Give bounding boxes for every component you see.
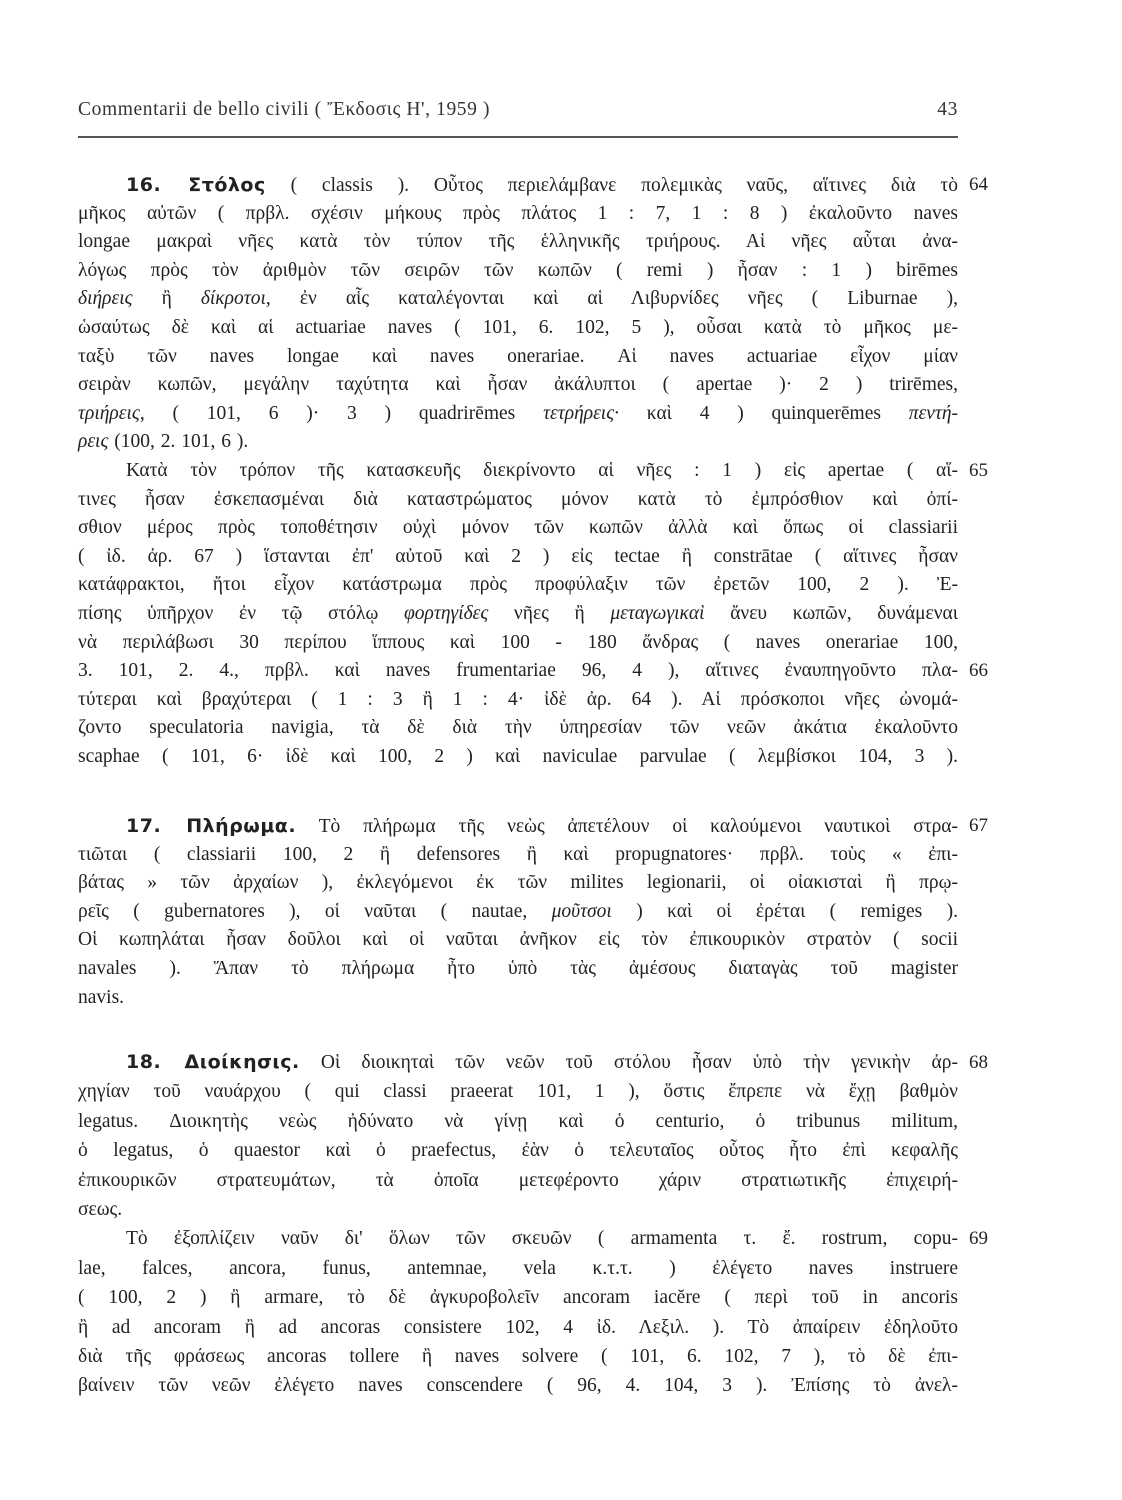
text-run: ( ἰδ. ἀρ. 67 ) ἵστανται ἐπ' αὐτοῦ καὶ 2 ) εἰς tectae ἢ constrātae ( αἵτινες ἦσαν: [78, 545, 958, 567]
text-run: σειρὰν κωπῶν, μεγάλην ταχύτητα καὶ ἦσαν ἀκάλυπτοι ( apertae )· 2 ) trirēmes,: [78, 374, 958, 396]
text-line: [78, 686, 958, 715]
text-line: [78, 955, 958, 984]
text-line: [78, 1077, 958, 1106]
italic-term: πεντή-: [908, 402, 959, 424]
text-line: [78, 1107, 958, 1136]
text-line: [78, 984, 958, 1013]
running-header: [78, 99, 958, 127]
text-run: λόγως πρὸς τὸν ἀριθμὸν τῶν σειρῶν τῶν κωπῶν ( remi ) ἦσαν : 1 ) birēmes: [78, 259, 958, 281]
section-18-command: [78, 1048, 988, 1401]
text-line: [78, 571, 958, 600]
italic-term: μεταγωγικαὶ: [610, 602, 705, 624]
text-run: Οἱ κωπηλάται ἦσαν δοῦλοι καὶ οἱ ναῦται ἀνῆκον εἰς τὸν ἐπικουρικὸν στρατὸν ( socii: [78, 929, 958, 951]
text-run: navales ). Ἅπαν τὸ πλήρωμα ἦτο ὑπὸ τὰς ἀμέσους διαταγὰς τοῦ magister: [78, 957, 958, 979]
text-line: [78, 514, 958, 543]
margin-paragraph-number: 66: [969, 660, 988, 682]
text-line: [78, 200, 958, 229]
running-title: Commentarii de bello civili ( Ἔκδοσις Η', 1959 ): [78, 99, 491, 120]
text-line: [78, 257, 958, 286]
section-heading: 17. Πλήρωμα.: [126, 815, 297, 837]
text-run: scaphae ( 101, 6· ἰδὲ καὶ 100, 2 ) καὶ naviculae parvulae ( λεμβίσκοι 104, 3 ).: [78, 745, 958, 767]
text-run: νὰ περιλάβωσι 30 περίπου ἵππους καὶ 100 - 180 ἄνδρας ( naves onerariae 100,: [78, 631, 958, 653]
text-run: ἄνευ κωπῶν, δυνάμεναι: [704, 602, 959, 624]
text-line: [78, 869, 958, 898]
text-line: [78, 486, 958, 515]
text-line: [78, 841, 958, 870]
text-line: [78, 1048, 988, 1077]
section-heading: 16. Στόλος: [126, 174, 266, 196]
text-run: , ( 101, 6 )· 3 ) quadrirēmes: [139, 402, 544, 424]
text-line: [78, 1342, 958, 1371]
section-17-crew: [78, 812, 988, 1012]
text-line: [78, 285, 958, 314]
text-run: (100, 2. 101, 6 ).: [108, 431, 249, 453]
section-16-fleet: [78, 171, 988, 771]
text-line: [78, 171, 988, 200]
text-run: καὶ 4 ) quinquerēmes: [619, 402, 909, 424]
text-run: ὡσαύτως δὲ καὶ αἱ actuariae naves ( 101, 6. 102, 5 ), οὖσαι κατὰ τὸ μῆκος με-: [78, 316, 958, 338]
text-line: [78, 400, 958, 429]
text-line: [78, 1136, 958, 1165]
text-line: [78, 228, 958, 257]
italic-term: δίκροτοι: [200, 288, 266, 310]
text-line: [78, 457, 988, 486]
text-line: [78, 1313, 958, 1342]
italic-term: φορτηγίδες: [403, 602, 489, 624]
margin-paragraph-number: 65: [969, 459, 988, 481]
text-run: Οἱ διοικηταὶ τῶν νεῶν τοῦ στόλου ἦσαν ὑπὸ τὴν γενικὴν ἀρ-: [299, 1052, 958, 1073]
text-line: [78, 314, 958, 343]
text-run: 3. 101, 2. 4., πρβλ. καὶ naves frumentariae 96, 4 ), αἵτινες ἐναυπηγοῦντο πλα-: [78, 660, 958, 682]
text-line: [78, 1224, 988, 1253]
margin-paragraph-number: 68: [969, 1052, 988, 1073]
text-line: [78, 743, 958, 772]
italic-term: τριήρεις: [78, 402, 140, 424]
text-run: πίσης ὑπῆρχον ἐν τῷ στόλῳ: [78, 602, 404, 624]
text-run: τύτεραι καὶ βραχύτεραι ( 1 : 3 ἢ 1 : 4· ἰδὲ ἀρ. 64 ). Αἱ πρόσκοποι νῆες ὠνομά-: [78, 688, 958, 710]
italic-term: μοῦτσοι: [551, 900, 612, 922]
italic-term: διήρεις: [78, 288, 133, 310]
text-line: [78, 1254, 958, 1283]
text-line: [78, 1195, 958, 1224]
section-heading: 18. Διοίκησις.: [126, 1051, 300, 1073]
text-run: ( 100, 2 ) ἢ armare, τὸ δὲ ἀγκυροβολεῖν ancoram iacĕre ( περὶ τοῦ in ancoris: [78, 1287, 958, 1309]
text-line: [78, 600, 958, 629]
text-line: [78, 714, 958, 743]
text-line: [78, 926, 958, 955]
text-run: ἐπικουρικῶν στρατευμάτων, τὰ ὁποῖα μετεφέροντο χάριν στρατιωτικῆς ἐπιχειρή-: [78, 1169, 958, 1191]
text-line: [78, 371, 958, 400]
text-line: [78, 343, 958, 372]
text-run: legatus. Διοικητὴς νεὼς ἠδύνατο νὰ γίνῃ καὶ ὁ centurio, ὁ tribunus militum,: [78, 1110, 958, 1132]
text-run: βάτας » τῶν ἀρχαίων ), ἐκλεγόμενοι ἐκ τῶν milites legionarii, οἱ οἰακισταὶ ἢ πρῳ-: [78, 872, 958, 894]
text-line: [78, 629, 958, 658]
text-run: Κατὰ τὸν τρόπον τῆς κατασκευῆς διεκρίνοντο αἱ νῆες : 1 ) εἰς apertae ( αἵ-: [126, 459, 958, 481]
text-line: [78, 543, 958, 572]
text-run: διὰ τῆς φράσεως ancoras tollere ἢ naves solvere ( 101, 6. 102, 7 ), τὸ δὲ ἐπι-: [78, 1345, 958, 1367]
page-number: 43: [937, 99, 958, 120]
text-line: [78, 1166, 958, 1195]
text-run: ἢ ad ancoram ἢ ad ancoras consistere 102, 4 ἰδ. Λεξιλ. ). Τὸ ἀπαίρειν ἐδηλοῦτο: [78, 1316, 958, 1338]
text-run: βαίνειν τῶν νεῶν ἐλέγετο naves conscendere ( 96, 4. 104, 3 ). Ἐπίσης τὸ ἀνελ-: [78, 1375, 958, 1397]
text-run: , ἐν αἷς καταλέγονται καὶ αἱ Λιβυρνίδες νῆες ( Liburnae ),: [265, 288, 958, 310]
text-run: ὁ legatus, ὁ quaestor καὶ ὁ praefectus, ἐὰν ὁ τελευταῖος οὗτος ἦτο ἐπὶ κεφαλῆς: [78, 1140, 958, 1162]
text-run: χηγίαν τοῦ ναυάρχου ( qui classi praeerat 101, 1 ), ὅστις ἔπρεπε νὰ ἔχῃ βαθμὸν: [78, 1081, 958, 1103]
margin-paragraph-number: 64: [969, 174, 988, 195]
text-run: κατάφρακτοι, ἤτοι εἶχον κατάστρωμα πρὸς προφύλαξιν τῶν ἐρετῶν 100, 2 ). Ἐ-: [78, 574, 958, 596]
text-run: ἢ: [132, 288, 201, 310]
text-run: longae μακραὶ νῆες κατὰ τὸν τύπον τῆς ἑλληνικῆς τριήρους. Αἱ νῆες αὗται ἀνα-: [78, 231, 958, 253]
text-line: [78, 428, 958, 457]
margin-paragraph-number: 67: [969, 815, 988, 836]
text-run: ζοντο speculatoria navigia, τὰ δὲ διὰ τὴν ὑπηρεσίαν τῶν νεῶν ἀκάτια ἐκαλοῦντο: [78, 717, 958, 739]
text-run: μῆκος αὐτῶν ( πρβλ. σχέσιν μήκους πρὸς πλάτος 1 : 7, 1 : 8 ) ἐκαλοῦντο naves: [78, 202, 958, 224]
text-line: [78, 1283, 958, 1312]
text-run: τινες ἦσαν ἐσκεπασμέναι διὰ καταστρώματος μόνον κατὰ τὸ ἐμπρόσθιον καὶ ὀπί-: [78, 488, 958, 510]
margin-paragraph-number: 69: [969, 1228, 988, 1250]
text-run: Τὸ πλήρωμα τῆς νεὼς ἀπετέλουν οἱ καλούμενοι ναυτικοὶ στρα-: [296, 816, 959, 837]
text-run: ρεῖς ( gubernatores ), οἱ ναῦται ( nautae,: [78, 900, 552, 922]
text-run: Τὸ ἐξοπλίζειν ναῦν δι' ὅλων τῶν σκευῶν ( armamenta τ. ἔ. rostrum, copu-: [126, 1228, 958, 1250]
text-run: σεως.: [78, 1198, 123, 1220]
text-line: [78, 1371, 958, 1400]
text-line: [78, 898, 958, 927]
header-rule: [78, 136, 958, 138]
text-run: ( classis ). Οὗτος περιελάμβανε πολεμικὰς ναῦς, αἵτινες διὰ τὸ: [265, 175, 958, 196]
text-run: lae, falces, ancora, funus, antemnae, vela κ.τ.τ. ) ἐλέγετο naves instruere: [78, 1257, 958, 1279]
text-run: navis.: [78, 986, 125, 1008]
text-run: σθιον μέρος πρὸς τοποθέτησιν οὐχὶ μόνον τῶν κωπῶν ἀλλὰ καὶ ὅπως οἱ classiarii: [78, 517, 958, 539]
text-run: ) καὶ οἱ ἐρέται ( remiges ).: [611, 900, 958, 922]
text-run: τιῶται ( classiarii 100, 2 ἢ defensores ἢ καὶ propugnatores· πρβλ. τοὺς « ἐπι-: [78, 843, 958, 865]
text-line: [78, 812, 988, 841]
text-run: ταξὺ τῶν naves longae καὶ naves onerariae. Αἱ naves actuariae εἶχον μίαν: [78, 345, 958, 367]
italic-term: ρεις: [78, 431, 109, 453]
text-line: [78, 657, 988, 686]
italic-term: τετρήρεις·: [543, 402, 619, 424]
text-run: νῆες ἢ: [488, 602, 611, 624]
